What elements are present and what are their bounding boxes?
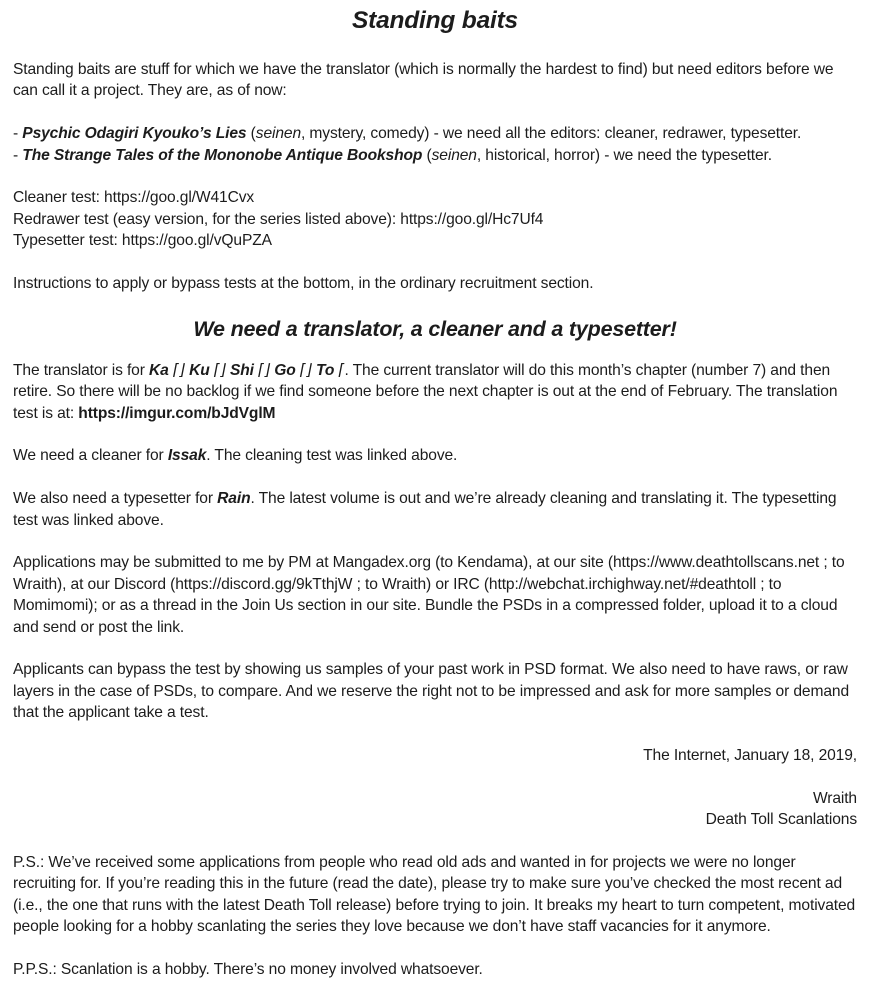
cleaner-test-line: Cleaner test: https://goo.gl/W41Cvx: [13, 189, 255, 207]
intro-paragraph: Standing baits are stuff for which we have the translator (which is normally the hardest to find) but need editors before we can call it a project. They are, as of now:: [13, 61, 834, 100]
test-links: [13, 187, 857, 251]
text-run: seinen: [255, 125, 301, 143]
bypass-paragraph: Applicants can bypass the test by showing us samples of your past work in PSD format. We also need to have raws, or raw layers in the case of PSDs, to compare. And we reserve the right not to be impressed and ask for more samples or demand that the applicant take a test.: [13, 661, 849, 722]
text-run: . The cleaning test was linked above.: [206, 447, 458, 465]
text-run: Psychic Odagiri Kyouko’s Lies: [22, 125, 247, 143]
text-run: Go: [274, 361, 300, 379]
section-heading: We need a translator, a cleaner and a typesetter!: [193, 316, 677, 341]
text-run: ⌈⌋: [172, 361, 190, 379]
signature-name: Wraith: [812, 789, 857, 807]
text-run: , mystery, comedy) - we need all the editors: cleaner, redrawer, typesetter.: [301, 125, 802, 143]
text-run: Ka: [149, 361, 173, 379]
text-run: ⌈⌋: [299, 361, 317, 379]
bait-list: [13, 123, 857, 166]
ps-paragraph: P.S.: We’ve received some applications from people who read old ads and wanted in for projects we were no longer recruiting for. If you’re reading this in the future (read the date), please try to make sure you’ve checked the most recent ad (i.e., the one that runs with the latest Death Toll release) before trying to join. It breaks my heart to turn competent, motivated people looking for a hobby scanlating the series they love because we don’t have staff vacancies for it anymore.: [13, 854, 856, 936]
text-run: -: [13, 125, 23, 143]
text-run: , historical, horror) - we need the typesetter.: [476, 146, 772, 164]
text-run: The Strange Tales of the Mononobe Antique Bookshop: [22, 146, 423, 164]
text-run: (: [246, 125, 256, 143]
pps-paragraph: P.P.S.: Scanlation is a hobby. There’s no money involved whatsoever.: [13, 961, 483, 979]
text-run: Ku: [189, 361, 214, 379]
signature-block: [13, 788, 857, 831]
text-run: (: [422, 146, 432, 164]
redrawer-test-line: Redrawer test (easy version, for the series listed above): https://goo.gl/Hc7Uf4: [13, 210, 544, 228]
translator-paragraph: [13, 360, 857, 424]
text-run: We also need a typesetter for: [13, 490, 218, 508]
bait-list-item: [13, 145, 857, 166]
cleaner-paragraph: [13, 445, 857, 466]
text-run: https://imgur.com/bJdVglM: [78, 404, 276, 422]
typesetter-test-line: Typesetter test: https://goo.gl/vQuPZA: [13, 232, 272, 250]
text-run: ⌈⌋: [213, 361, 230, 379]
text-run: ⌈⌋: [258, 361, 275, 379]
text-run: -: [13, 146, 23, 164]
instructions-note: Instructions to apply or bypass tests at the bottom, in the ordinary recruitment section.: [13, 275, 594, 293]
text-run: ⌈: [338, 361, 345, 379]
text-run: Shi: [230, 361, 259, 379]
applications-paragraph: Applications may be submitted to me by PM at Mangadex.org (to Kendama), at our site (https://www.deathtollscans.net ; to Wraith), at our Discord (https://discord.gg/9kTthjW ; to Wraith) or IRC (http://webchat.irchighway.net/#deathtoll ; to Momimomi); or as a thread in the Join Us section in our site. Bundle the PSDs in a compressed folder, upload it to a cloud and send or post the link.: [13, 554, 845, 636]
text-run: seinen: [431, 146, 477, 164]
text-run: To: [316, 361, 339, 379]
text-run: Issak: [167, 447, 207, 465]
typesetter-paragraph: [13, 488, 857, 531]
page-title: Standing baits: [352, 7, 518, 34]
text-run: We need a cleaner for: [13, 447, 168, 465]
text-run: . The latest volume is out and we’re already cleaning and translating it. The typesetting test was linked above.: [13, 490, 837, 529]
text-run: Rain: [217, 490, 251, 508]
bait-list-item: [13, 123, 857, 144]
text-run: The translator is for: [13, 361, 150, 379]
signature-group: Death Toll Scanlations: [705, 811, 857, 829]
signature-dateline: The Internet, January 18, 2019,: [643, 747, 857, 765]
text-run: . The current translator will do this month’s chapter (number 7) and then retire. So there will be no backlog if we find someone before the next chapter is out at the end of February. The translation test is at:: [13, 361, 838, 422]
